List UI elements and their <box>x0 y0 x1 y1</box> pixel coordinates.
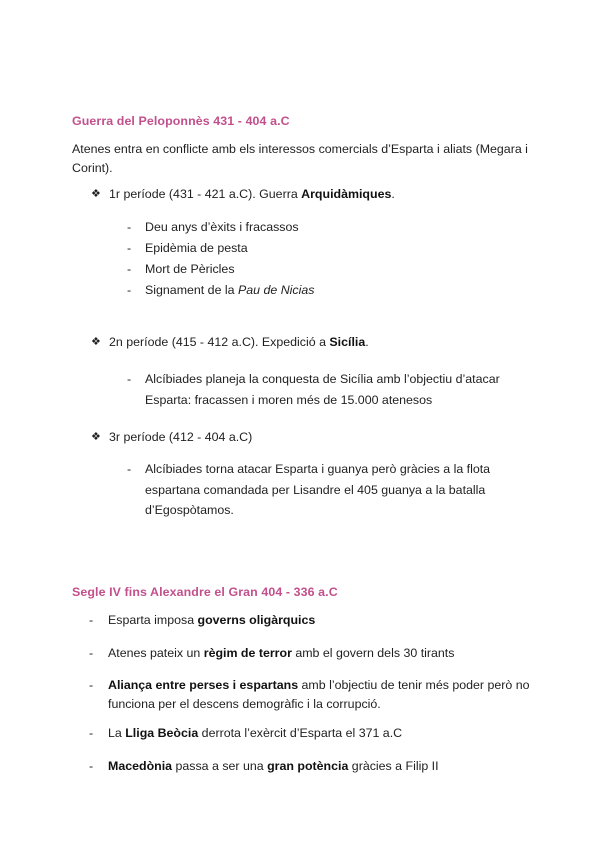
dash-bullet: - <box>89 678 94 692</box>
period-2-text: 2n període (415 - 412 a.C). Expedició a Sicília. <box>109 335 369 349</box>
section-heading-segle-iv: Segle IV fins Alexandre el Gran 404 - 336 a.C <box>72 585 338 599</box>
dash-bullet: - <box>127 462 132 476</box>
diamond-bullet-icon: ❖ <box>91 431 101 443</box>
dash-bullet: - <box>89 646 94 660</box>
section-heading-peloponnese: Guerra del Peloponnès 431 - 404 a.C <box>72 114 290 128</box>
period-1-subitem: - Epidèmia de pesta <box>127 238 507 259</box>
section-2-item: - Aliança entre perses i espartans amb l’objectiu de tenir més poder però no funciona per el descens demogràfic i la corrupció. <box>89 678 530 711</box>
dash-bullet: - <box>89 613 94 627</box>
period-3-text: 3r període (412 - 404 a.C) <box>109 430 253 444</box>
period-1-text: 1r període (431 - 421 a.C). Guerra Arquidàmiques. <box>109 187 395 201</box>
intro-paragraph: Atenes entra en conflicte amb els interessos comercials d’Esparta i aliats (Megara i Corint). <box>72 142 528 175</box>
period-1-subitem: - Deu anys d’èxits i fracassos <box>127 217 507 238</box>
section-2-item: - Esparta imposa governs oligàrquics <box>89 611 534 630</box>
dash-bullet: - <box>89 759 94 773</box>
section-2-item: - La Lliga Beòcia derrota l’exèrcit d’Esparta el 371 a.C <box>89 724 534 743</box>
dash-bullet: - <box>127 283 132 297</box>
dash-bullet: - <box>127 241 132 255</box>
section-2-item: - Atenes pateix un règim de terror amb el govern dels 30 tirants <box>89 644 534 663</box>
dash-bullet: - <box>127 262 132 276</box>
period-2-subitem: - Alcíbiades planeja la conquesta de Sicília amb l’objectiu d’atacar Esparta: fracassen i moren més de 15.000 atenesos <box>127 369 507 410</box>
dash-bullet: - <box>127 372 132 386</box>
dash-bullet: - <box>127 220 132 234</box>
period-3-subitem: - Alcíbiades torna atacar Esparta i guanya però gràcies a la flota espartana comandada per Lisandre el 405 guanya a la batalla d’Egospòtamos. <box>127 459 507 521</box>
diamond-bullet-icon: ❖ <box>91 188 101 200</box>
dash-bullet: - <box>89 726 94 740</box>
diamond-bullet-icon: ❖ <box>91 336 101 348</box>
period-1-subitem: - Mort de Pèricles <box>127 259 507 280</box>
period-1-subitem: - Signament de la Pau de Nicias <box>127 280 507 301</box>
section-2-item: - Macedònia passa a ser una gran potència gràcies a Filip II <box>89 757 534 776</box>
